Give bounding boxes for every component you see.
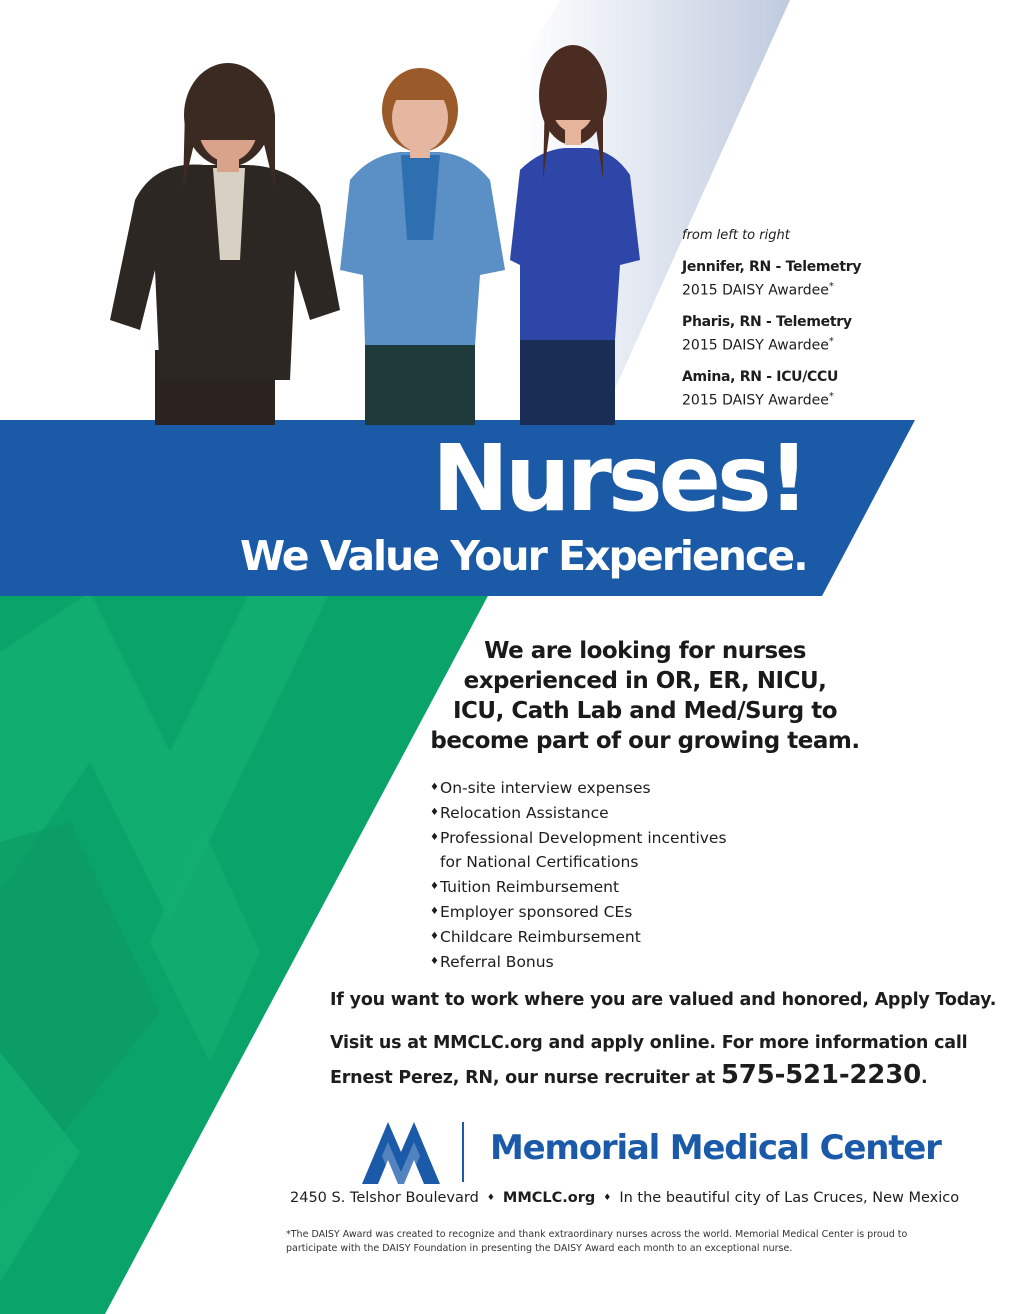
intro-line: become part of our growing team. <box>430 728 860 754</box>
diamond-bullet-icon: ♦ <box>430 881 439 893</box>
intro-line: We are looking for nurses <box>484 638 806 664</box>
diamond-bullet-icon: ♦ <box>430 806 439 818</box>
city-line: In the beautiful city of Las Cruces, New Mexico <box>619 1190 960 1206</box>
caption-intro: from left to right <box>682 228 790 243</box>
list-item <box>430 900 727 925</box>
asterisk-mark: * <box>828 391 834 402</box>
intro-paragraph <box>430 636 860 756</box>
diamond-bullet-icon: ♦ <box>430 905 439 917</box>
benefit-text: Employer sponsored CEs <box>440 902 633 921</box>
list-item <box>430 925 727 950</box>
headline-sub: We Value Your Experience. <box>240 532 807 580</box>
separator-diamond-icon: ♦ <box>486 1193 495 1203</box>
caption-person-name: Pharis, RN - Telemetry <box>682 314 852 330</box>
organization-name: Memorial Medical Center <box>490 1128 941 1168</box>
caption-person-award <box>682 387 838 411</box>
caption-person-name: Jennifer, RN - Telemetry <box>682 259 862 275</box>
asterisk-mark: * <box>828 281 834 292</box>
call-statement <box>330 1060 927 1090</box>
list-item <box>430 776 727 801</box>
headline-main: Nurses! <box>432 425 806 532</box>
asterisk-mark: * <box>286 1229 291 1240</box>
benefit-text: Childcare Reimbursement <box>440 927 641 946</box>
phone-number: 575-521-2230 <box>720 1060 921 1090</box>
nurse-amina-figure <box>510 45 640 425</box>
award-text: 2015 DAISY Awardee <box>682 337 829 354</box>
caption-person-award <box>682 277 861 301</box>
nurses-photo <box>95 40 655 425</box>
diamond-bullet-icon: ♦ <box>430 955 439 967</box>
benefit-text: Referral Bonus <box>440 952 554 971</box>
list-item <box>430 801 727 826</box>
list-item <box>430 826 727 851</box>
street-address: 2450 S. Telshor Boulevard <box>290 1190 479 1206</box>
nurse-pharis-figure <box>340 68 505 425</box>
separator-diamond-icon: ♦ <box>603 1193 612 1203</box>
caption-person-award <box>682 332 852 356</box>
footnote <box>286 1228 946 1256</box>
caption-person-3 <box>682 368 838 411</box>
list-item <box>430 950 727 975</box>
intro-line: ICU, Cath Lab and Med/Surg to <box>452 698 838 724</box>
benefits-list <box>430 776 727 974</box>
apply-statement: If you want to work where you are valued and honored, Apply Today. <box>330 990 997 1010</box>
award-text: 2015 DAISY Awardee <box>682 282 829 299</box>
intro-line: experienced in OR, ER, NICU, <box>463 668 827 694</box>
caption-person-2 <box>682 313 852 356</box>
address-line <box>290 1190 959 1206</box>
footnote-text: The DAISY Award was created to recognize and thank extraordinary nurses across the world. Memorial Medical Center is proud to participate with the DAISY Foundation in presenting the DAISY Award each month to an exceptional nurse. <box>286 1229 908 1254</box>
nurse-jennifer-figure <box>110 63 340 425</box>
call-prefix: Ernest Perez, RN, our nurse recruiter at <box>330 1068 721 1088</box>
website-link[interactable]: MMCLC.org <box>502 1190 596 1206</box>
benefit-text: Tuition Reimbursement <box>440 878 620 897</box>
mountain-m-logo-icon <box>362 1122 440 1184</box>
caption-person-name: Amina, RN - ICU/CCU <box>682 369 839 385</box>
logo-divider <box>462 1122 464 1182</box>
caption-person-1 <box>682 258 861 301</box>
diamond-bullet-icon: ♦ <box>430 930 439 942</box>
diamond-bullet-icon: ♦ <box>430 831 439 843</box>
benefit-text: On-site interview expenses <box>440 779 651 797</box>
call-suffix: . <box>920 1068 928 1088</box>
asterisk-mark: * <box>828 336 834 347</box>
list-item <box>430 875 727 900</box>
diamond-bullet-icon: ♦ <box>430 782 439 793</box>
award-text: 2015 DAISY Awardee <box>682 392 829 409</box>
benefit-text: Professional Development incentives <box>440 828 727 847</box>
list-item-continuation: for National Certifications <box>440 853 639 872</box>
benefit-text: Relocation Assistance <box>440 803 609 822</box>
visit-statement: Visit us at MMCLC.org and apply online. For more information call <box>330 1033 968 1053</box>
